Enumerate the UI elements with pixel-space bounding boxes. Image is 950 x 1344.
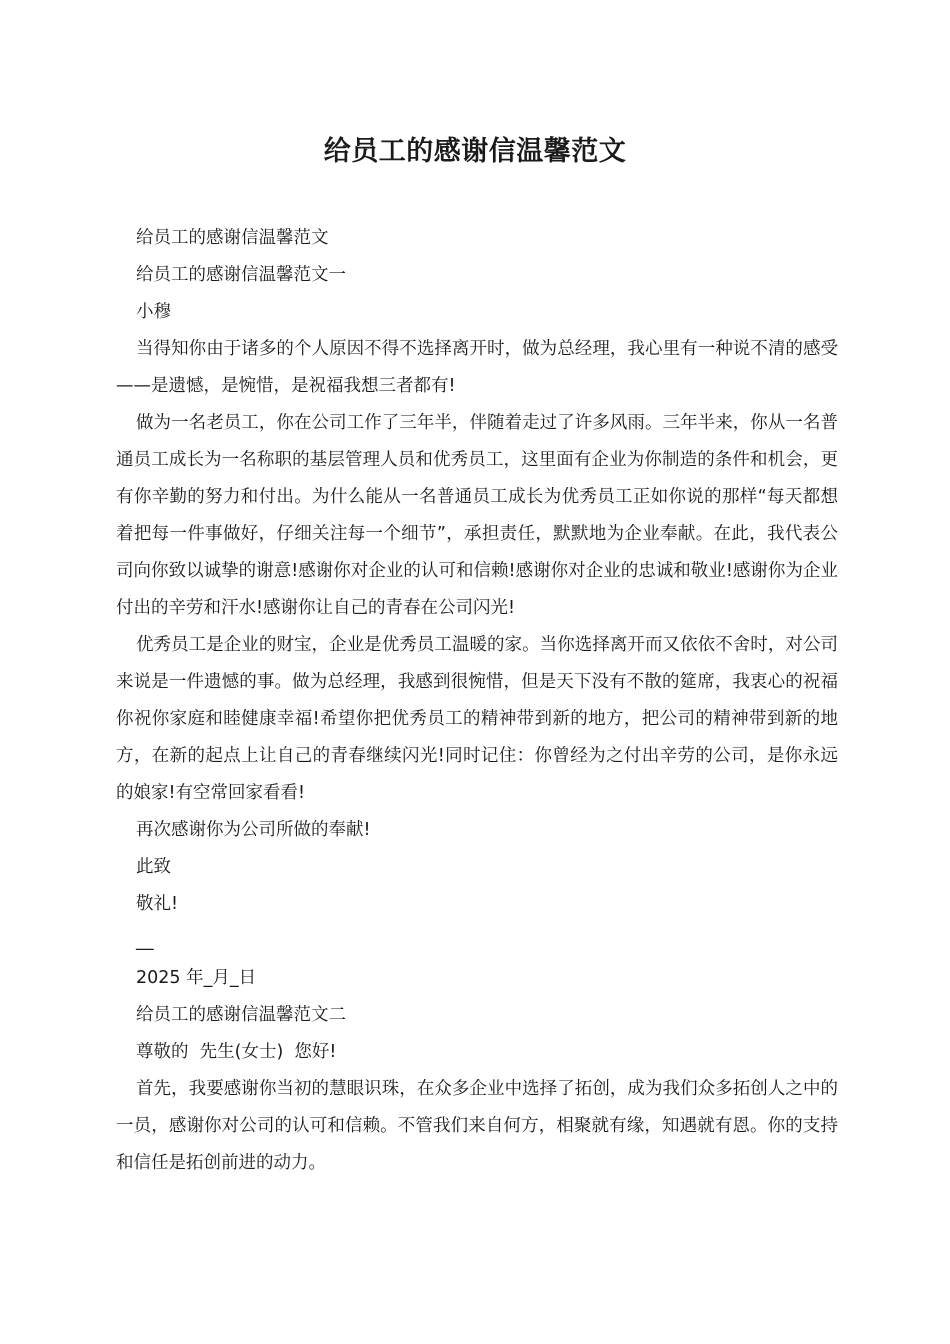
paragraph: 再次感谢你为公司所做的奉献! [136, 820, 371, 840]
date-line: 2025 年_月_日 [136, 968, 257, 988]
paragraph-heading: 给员工的感谢信温馨范文 [136, 228, 329, 248]
paragraph: 优秀员工是企业的财宝，企业是优秀员工温暖的家。当你选择离开而又依依不舍时，对公司来说是一件遗憾的事。做为总经理，我感到很惋惜，但是天下没有不散的筵席，我衷心的祝福你祝你家庭和睦健康幸福!希望你把优秀员工的精神带到新的地方，把公司的精神带到新的地方，在新的起点上让自己的青春继续闪光!同时记住：你曾经为之付出辛劳的公司，是你永远的娘家!有空常回家看看! [116, 635, 838, 803]
paragraph: 当得知你由于诸多的个人原因不得不选择离开时，做为总经理，我心里有一种说不清的感受——是遗憾，是惋惜，是祝福我想三者都有! [116, 339, 838, 396]
paragraph: 首先，我要感谢你当初的慧眼识珠，在众多企业中选择了拓创，成为我们众多拓创人之中的一员，感谢你对公司的认可和信赖。不管我们来自何方，相聚就有缘，知遇就有恩。你的支持和信任是拓创前进的动力。 [116, 1079, 838, 1173]
closing-line: 敬礼! [136, 894, 179, 914]
greeting: 尊敬的 先生(女士) 您好! [136, 1042, 337, 1062]
paragraph: 做为一名老员工，你在公司工作了三年半，伴随着走过了许多风雨。三年半来，你从一名普通员工成长为一名称职的基层管理人员和优秀员工，这里面有企业为你制造的条件和机会，更有你辛勤的努力和付出。为什么能从一名普通员工成长为优秀员工正如你说的那样“每天都想着把每一件事做好，仔细关注每一个细节”，承担责任，默默地为企业奉献。在此，我代表公司向你致以诚挚的谢意!感谢你对企业的认可和信赖!感谢你对企业的忠诚和敬业!感谢你为企业付出的辛劳和汗水!感谢你让自己的青春在公司闪光! [116, 413, 838, 618]
salutation: 小穆 [136, 302, 171, 322]
section-heading-one: 给员工的感谢信温馨范文一 [136, 265, 346, 285]
document-body [116, 220, 838, 1182]
section-heading-two: 给员工的感谢信温馨范文二 [136, 1005, 346, 1025]
closing-line: 此致 [136, 857, 171, 877]
document-title: 给员工的感谢信温馨范文 [323, 136, 627, 167]
signature-line: __ [136, 931, 154, 951]
